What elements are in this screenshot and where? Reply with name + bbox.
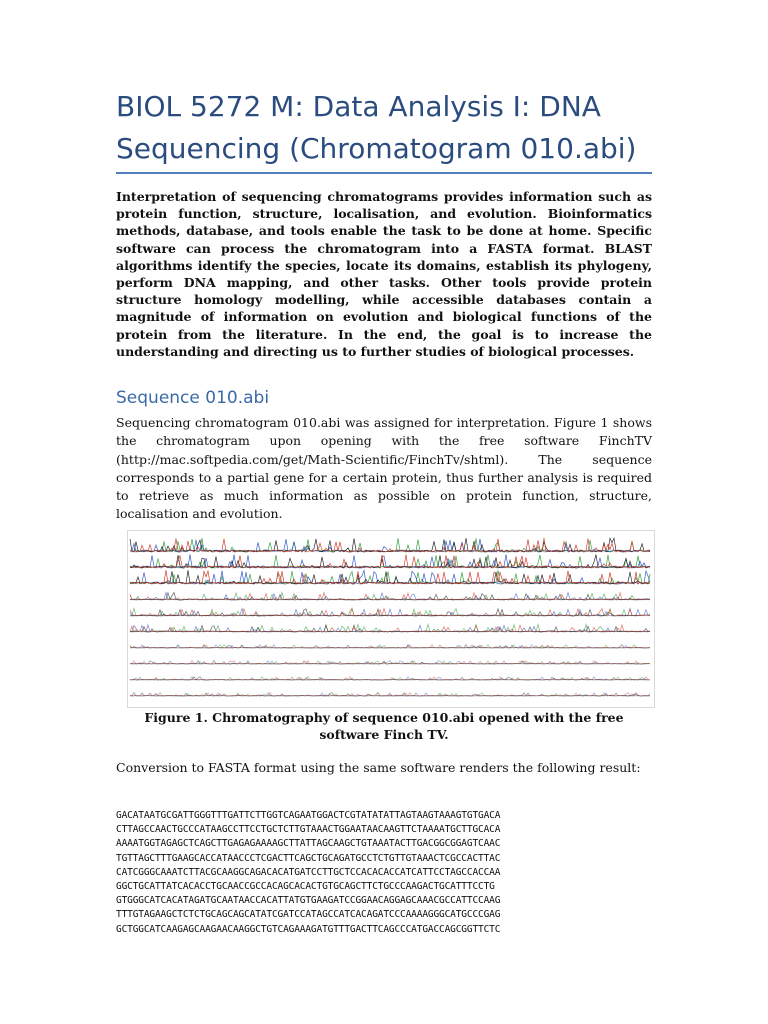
fasta-line: GGCTGCATTATCACACCTGCAACCGCCACAGCACACTGTGCAGCTTCTGCCCAAGACTGCATTTCCTG xyxy=(116,881,495,893)
fasta-line: CTTAGCCAACTGCCCATAAGCCTTCCTGCTCTTGTAAACTGGAATAACAAGTTCTAAAATGCTTGCACA xyxy=(116,824,501,836)
fasta-line: CATCGGGCAAATCTTACGCAAGGCAGACACATGATCCTTGCTCCACACACCATCATTCCTAGCCACCAA xyxy=(116,866,501,878)
chromatogram-image xyxy=(128,531,654,707)
section-heading: Sequence 010.abi xyxy=(116,388,270,408)
fasta-line: TTTGTAGAAGCTCTCTGCAGCAGCATATCGATCCATAGCCATCACAGATCCCAAAAGGGCATGCCCGAG xyxy=(116,909,501,921)
trace-line-c xyxy=(130,609,650,617)
page-title: BIOL 5272 M: Data Analysis I: DNA Sequencing (Chromatogram 010.abi) xyxy=(116,90,637,165)
section-paragraph: Sequencing chromatogram 010.abi was assigned for interpretation. Figure 1 shows the chromatogram upon opening with the free software FinchTV (http://mac.softpedia.com/get/Math-Scientific/FinchTv/shtml). The sequence corresponds to a partial gene for a certain protein, thus further analysis is required to retrieve as much information as possible on protein function, structure, localisation and evolution. xyxy=(116,415,652,522)
title-underline xyxy=(116,172,652,174)
fasta-line: GTGGGCATCACATAGATGCAATAACCACATTATGTGAAGATCCGGAACAGGAGCAAACGCCATTCCAAG xyxy=(116,895,501,907)
fasta-line: AAAATGGTAGAGCTCAGCTTGAGAGAAAAGCTTATTAGCAAGCTGTAAATACTTGACGGCGGAGTCAAC xyxy=(116,838,501,850)
fasta-line: GCTGGCATCAAGAGCAAGAACAAGGCTGTCAGAAAGATGTTTGACTTCAGCCCATGACCAGCGGTTCTC xyxy=(116,923,501,935)
chromatogram-figure xyxy=(127,530,655,708)
conversion-paragraph: Conversion to FASTA format using the same software renders the following result: xyxy=(116,760,641,775)
intro-paragraph: Interpretation of sequencing chromatograms provides information such as protein function, structure, localisation, and evolution. Bioinformatics methods, database, and tools enable the task to be done at home. Specific software can process the chromatogram into a FASTA format. BLAST algorithms identify the species, locate its domains, establish its phylogeny, perform DNA mapping, and other tasks. Other tools provide protein structure homology modelling, while accessible databases contain a magnitude of information on evolution and biological functions of the protein from the literature. In the end, the goal is to increase the understanding and directing us to further studies of biological processes. xyxy=(116,189,652,359)
figure-caption: Figure 1. Chromatography of sequence 010.abi opened with the free software Finch TV. xyxy=(144,710,624,742)
fasta-line: GACATAATGCGATTGGGTTTGATTCTTGGTCAGAATGGACTCGTATATATTAGTAAGTAAAGTGTGACA xyxy=(116,810,501,821)
fasta-line: TGTTAGCTTTGAAGCACCATAACCCTCGACTTCAGCTGCAGATGCCTCTGTTGTAAACTCGCCACTTAC xyxy=(116,852,501,864)
fasta-sequence-block xyxy=(116,809,656,937)
